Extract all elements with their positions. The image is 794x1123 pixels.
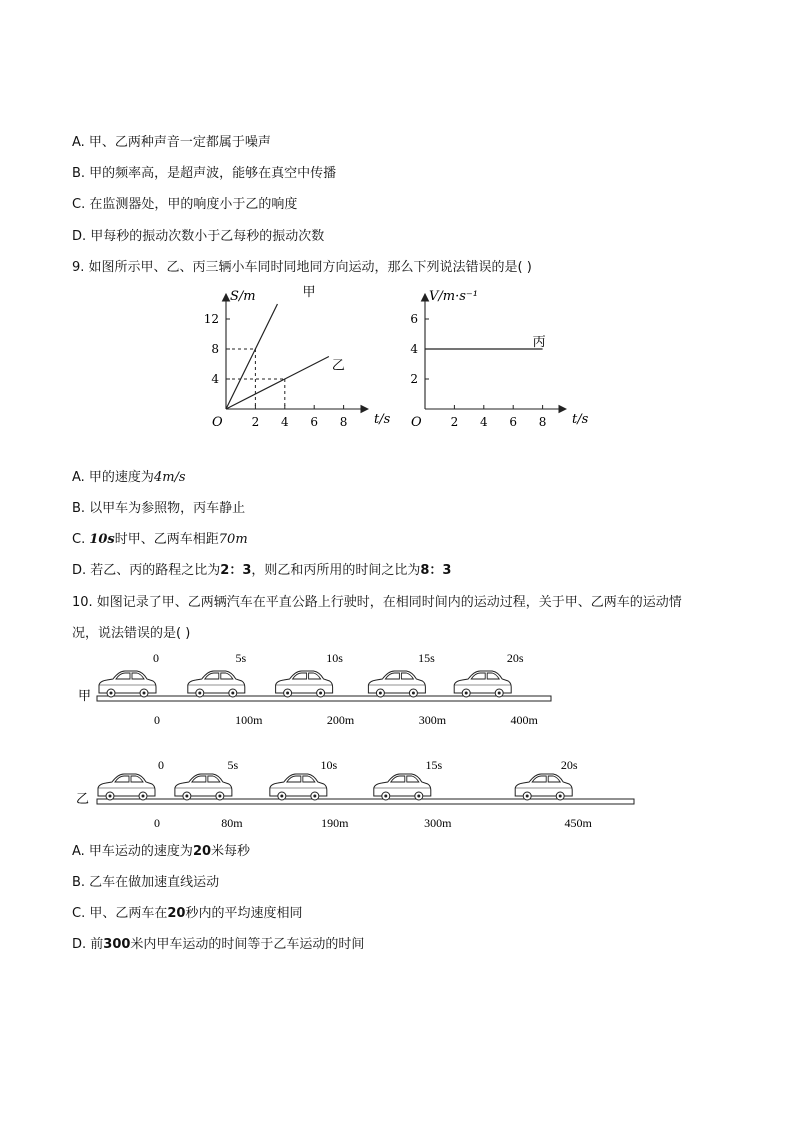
q9-option-c xyxy=(72,531,248,549)
q9-option-c-prefix: C. xyxy=(72,532,90,547)
road-strip xyxy=(97,696,551,701)
y-tick-label: 4 xyxy=(410,342,418,356)
x-tick-label: 2 xyxy=(450,415,459,429)
x-tick-label: 4 xyxy=(280,415,289,429)
q10-option-a-num: 20 xyxy=(192,844,212,859)
car-icon xyxy=(270,774,327,800)
q10-option-d-num: 300 xyxy=(103,937,131,952)
series-label: 乙 xyxy=(331,358,345,374)
q10-option-a xyxy=(72,843,250,861)
position-label: 400m xyxy=(510,713,538,727)
q10-option-d-suffix: 米内甲车运动的时间等于乙车运动的时间 xyxy=(130,937,365,952)
distance-time-chart xyxy=(204,285,391,430)
x-tick-label: 6 xyxy=(509,415,518,429)
time-label: 10s xyxy=(326,651,343,665)
time-label: 0 xyxy=(153,651,159,665)
y-tick-label: 2 xyxy=(410,372,418,386)
q10-figure xyxy=(0,640,794,840)
q10-option-a-suffix: 米每秒 xyxy=(211,844,251,859)
time-label: 0 xyxy=(158,758,164,772)
time-label: 15s xyxy=(425,758,443,772)
position-label: 0 xyxy=(154,713,160,727)
q8-option-c: C. 在监测器处，甲的响度小于乙的响度 xyxy=(72,197,298,212)
time-label: 5s xyxy=(227,758,239,772)
q9-figure xyxy=(0,280,794,450)
car-icon xyxy=(99,671,156,697)
time-label: 20s xyxy=(506,651,524,665)
q10-option-c-num: 20 xyxy=(167,906,186,921)
x-axis-label: t/s xyxy=(572,412,589,427)
q8-option-b: B. 甲的频率高，是超声波，能够在真空中传播 xyxy=(72,166,337,181)
q9-option-d-mid: ，则乙和丙所用的时间之比为 xyxy=(251,563,421,578)
velocity-time-chart xyxy=(410,289,588,430)
q10-option-a-prefix: A. 甲车运动的速度为 xyxy=(72,844,193,859)
position-label: 0 xyxy=(154,816,160,830)
time-label: 10s xyxy=(320,758,338,772)
q9-option-a-text: A. 甲的速度为 xyxy=(72,470,154,485)
q10-option-d-prefix: D. 前 xyxy=(72,937,104,952)
car-icon xyxy=(454,671,511,697)
q10-stem-line1: 10. 如图记录了甲、乙两辆汽车在平直公路上行驶时，在相同时间内的运动过程，关于甲、乙两车的运动情 xyxy=(72,595,682,610)
q9-stem: 9. 如图所示甲、乙、丙三辆小车同时同地同方向运动，那么下列说法错误的是( ) xyxy=(72,260,532,275)
y-axis-label: S/m xyxy=(230,289,256,304)
car-a-road xyxy=(78,651,551,727)
q9-option-d-ratio2: 8：3 xyxy=(420,563,452,578)
position-label: 450m xyxy=(564,816,592,830)
q9-option-a-math: 4m/s xyxy=(153,470,186,485)
time-label: 15s xyxy=(418,651,435,665)
position-label: 100m xyxy=(235,713,263,727)
y-tick-label: 8 xyxy=(211,342,219,356)
q9-option-d-ratio1: 2：3 xyxy=(220,563,252,578)
position-label: 200m xyxy=(326,713,355,727)
road-strip xyxy=(97,799,634,804)
x-tick-label: 6 xyxy=(310,415,319,429)
position-label: 80m xyxy=(221,816,243,830)
time-label: 20s xyxy=(560,758,578,772)
x-tick-label: 8 xyxy=(339,415,348,429)
series-label: 甲 xyxy=(302,285,316,300)
car-b-road xyxy=(76,758,634,830)
origin-label: O xyxy=(212,415,223,430)
time-label: 5s xyxy=(235,651,247,665)
car-icon xyxy=(374,774,431,800)
x-tick-label: 4 xyxy=(479,415,488,429)
q9-option-c-mid: 时甲、乙两车相距 xyxy=(114,532,219,547)
q10-option-d xyxy=(72,936,364,954)
origin-label: O xyxy=(411,415,422,430)
q9-option-c-math2: 70m xyxy=(218,532,248,547)
position-label: 300m xyxy=(424,816,452,830)
y-axis-label: V/m·s⁻¹ xyxy=(429,289,478,304)
q10-option-c xyxy=(72,905,302,923)
road-car-name: 甲 xyxy=(78,689,92,704)
series-line xyxy=(226,357,329,410)
car-icon xyxy=(515,774,572,800)
series-line xyxy=(226,304,277,409)
q10-option-b: B. 乙车在做加速直线运动 xyxy=(72,875,220,890)
position-label: 190m xyxy=(321,816,349,830)
position-label: 300m xyxy=(418,713,447,727)
q9-option-b: B. 以甲车为参照物，丙车静止 xyxy=(72,501,246,516)
q10-option-c-suffix: 秒内的平均速度相同 xyxy=(185,906,303,921)
series-label: 丙 xyxy=(532,335,546,350)
x-tick-label: 2 xyxy=(251,415,260,429)
q9-option-d xyxy=(72,562,451,580)
y-tick-label: 12 xyxy=(203,312,219,326)
car-icon xyxy=(276,671,333,697)
car-icon xyxy=(175,774,232,800)
q9-option-a xyxy=(72,469,186,487)
q8-option-a: A. 甲、乙两种声音一定都属于噪声 xyxy=(72,135,271,150)
q9-option-c-math1: 10s xyxy=(89,532,115,547)
road-car-name: 乙 xyxy=(76,792,90,807)
q10-option-c-prefix: C. 甲、乙两车在 xyxy=(72,906,168,921)
y-tick-label: 6 xyxy=(410,312,418,326)
x-tick-label: 8 xyxy=(538,415,547,429)
q9-option-d-prefix: D. 若乙、丙的路程之比为 xyxy=(72,563,221,578)
x-axis-label: t/s xyxy=(374,412,391,427)
car-icon xyxy=(98,774,155,800)
car-icon xyxy=(368,671,425,697)
car-icon xyxy=(188,671,245,697)
q10-stem-line2: 况，说法错误的是( ) xyxy=(72,626,191,641)
q8-option-d: D. 甲每秒的振动次数小于乙每秒的振动次数 xyxy=(72,229,325,244)
y-tick-label: 4 xyxy=(211,372,219,386)
